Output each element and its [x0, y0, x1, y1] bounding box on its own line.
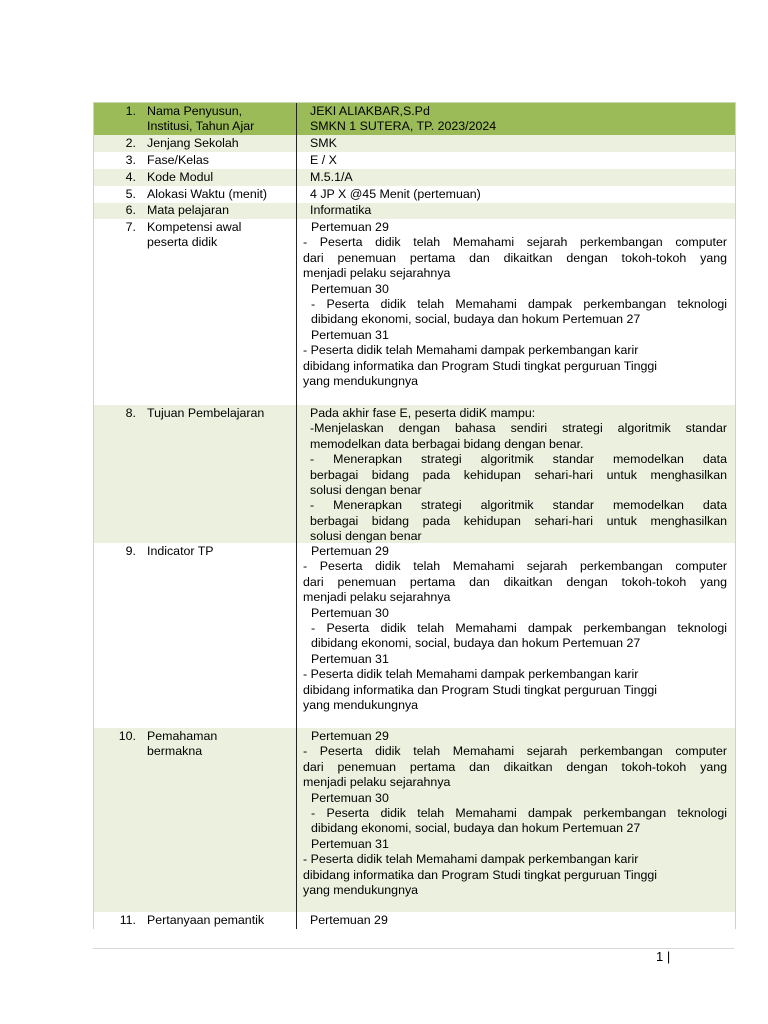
row-label: Kode Modul	[147, 170, 214, 184]
row-label: Pemahaman bermakna	[147, 729, 218, 759]
row-value: JEKI ALIAKBAR,S.Pd SMKN 1 SUTERA, TP. 2023/2024	[310, 104, 497, 134]
row-value: SMK	[310, 136, 337, 150]
row-label: Alokasi Waktu (menit)	[147, 187, 268, 201]
row-number: 10.	[118, 729, 136, 743]
row-number: 3.	[125, 153, 136, 167]
table-row-indicator	[94, 543, 735, 728]
row-number: 8.	[125, 406, 136, 420]
table-row-tujuan	[94, 405, 735, 543]
row-description: Pertemuan 29 - Peserta didik telah Memahami sejarah perkembangan computer dari penemuan pertama dan dikaitkan dengan tokoh-tokoh yang menjadi pelaku sejarahnya Pertemuan 30 - Peserta didik telah Memahami dampak perkembangan teknologi dibidang ekonomi, social, budaya dan hokum Pertemuan 27 Pertemuan 31 - Peserta didik telah Memahami dampak perkembangan karir dibidang informatika dan Program Studi tingkat perguruan Tinggi yang mendukungnya	[303, 729, 727, 898]
row-label: Pertanyaan pemantik	[147, 913, 265, 927]
row-number: 6.	[125, 203, 136, 217]
column-divider	[296, 103, 297, 929]
table-row-jenjang	[94, 135, 735, 152]
table-row-pemahaman	[94, 728, 735, 912]
row-label: Fase/Kelas	[147, 153, 209, 167]
table-row-kompetensi	[94, 219, 735, 405]
page-number: 1 |	[656, 949, 671, 964]
row-number: 7.	[125, 220, 136, 234]
row-description: Pertemuan 29	[310, 913, 388, 927]
row-description: Pertemuan 29 - Peserta didik telah Memahami sejarah perkembangan computer dari penemuan pertama dan dikaitkan dengan tokoh-tokoh yang menjadi pelaku sejarahnya Pertemuan 30 - Peserta didik telah Memahami dampak perkembangan teknologi dibidang ekonomi, social, budaya dan hokum Pertemuan 27 Pertemuan 31 - Peserta didik telah Memahami dampak perkembangan karir dibidang informatika dan Program Studi tingkat perguruan Tinggi yang mendukungnya	[303, 544, 727, 713]
row-number: 5.	[125, 187, 136, 201]
row-label: Mata pelajaran	[147, 203, 229, 217]
row-number: 2.	[125, 136, 136, 150]
row-number: 11.	[119, 913, 136, 927]
row-label: Nama Penyusun, Institusi, Tahun Ajar	[147, 104, 255, 134]
module-info-table	[93, 102, 736, 929]
row-label: Indicator TP	[147, 544, 214, 558]
row-value: Informatika	[310, 203, 372, 217]
row-number: 9.	[125, 544, 136, 558]
table-row-alokasi	[94, 186, 735, 203]
row-description: Pada akhir fase E, peserta didiK mampu: -Menjelaskan dengan bahasa sendiri strategi algoritmik standar memodelkan data berbagai bidang dengan benar. - Menerapkan strategi algoritmik standar memodelkan data berbagai bidang pada kehidupan sehari-hari untuk menghasilkan solusi dengan benar - Menerapkan strategi algoritmik standar memodelkan data berbagai bidang pada kehidupan sehari-hari untuk menghasilkan solusi dengan benar	[310, 406, 727, 543]
row-number: 4.	[125, 170, 136, 184]
row-value: 4 JP X @45 Menit (pertemuan)	[310, 187, 481, 201]
table-row-penyusun	[94, 103, 735, 135]
row-value: E / X	[310, 153, 337, 167]
row-value: M.5.1/A	[310, 170, 353, 184]
table-row-pertanyaan	[94, 912, 735, 929]
row-label: Tujuan Pembelajaran	[147, 406, 265, 420]
table-row-kode	[94, 169, 735, 186]
table-row-fase	[94, 152, 735, 169]
footer-rule	[93, 948, 734, 949]
row-label: Jenjang Sekolah	[147, 136, 239, 150]
row-description: Pertemuan 29 - Peserta didik telah Memahami sejarah perkembangan computer dari penemuan pertama dan dikaitkan dengan tokoh-tokoh yang menjadi pelaku sejarahnya Pertemuan 30 - Peserta didik telah Memahami dampak perkembangan teknologi dibidang ekonomi, social, budaya dan hokum Pertemuan 27 Pertemuan 31 - Peserta didik telah Memahami dampak perkembangan karir dibidang informatika dan Program Studi tingkat perguruan Tinggi yang mendukungnya	[303, 220, 727, 389]
row-label: Kompetensi awal peserta didik	[147, 220, 242, 250]
table-row-mapel	[94, 203, 735, 219]
row-number: 1.	[125, 104, 136, 118]
